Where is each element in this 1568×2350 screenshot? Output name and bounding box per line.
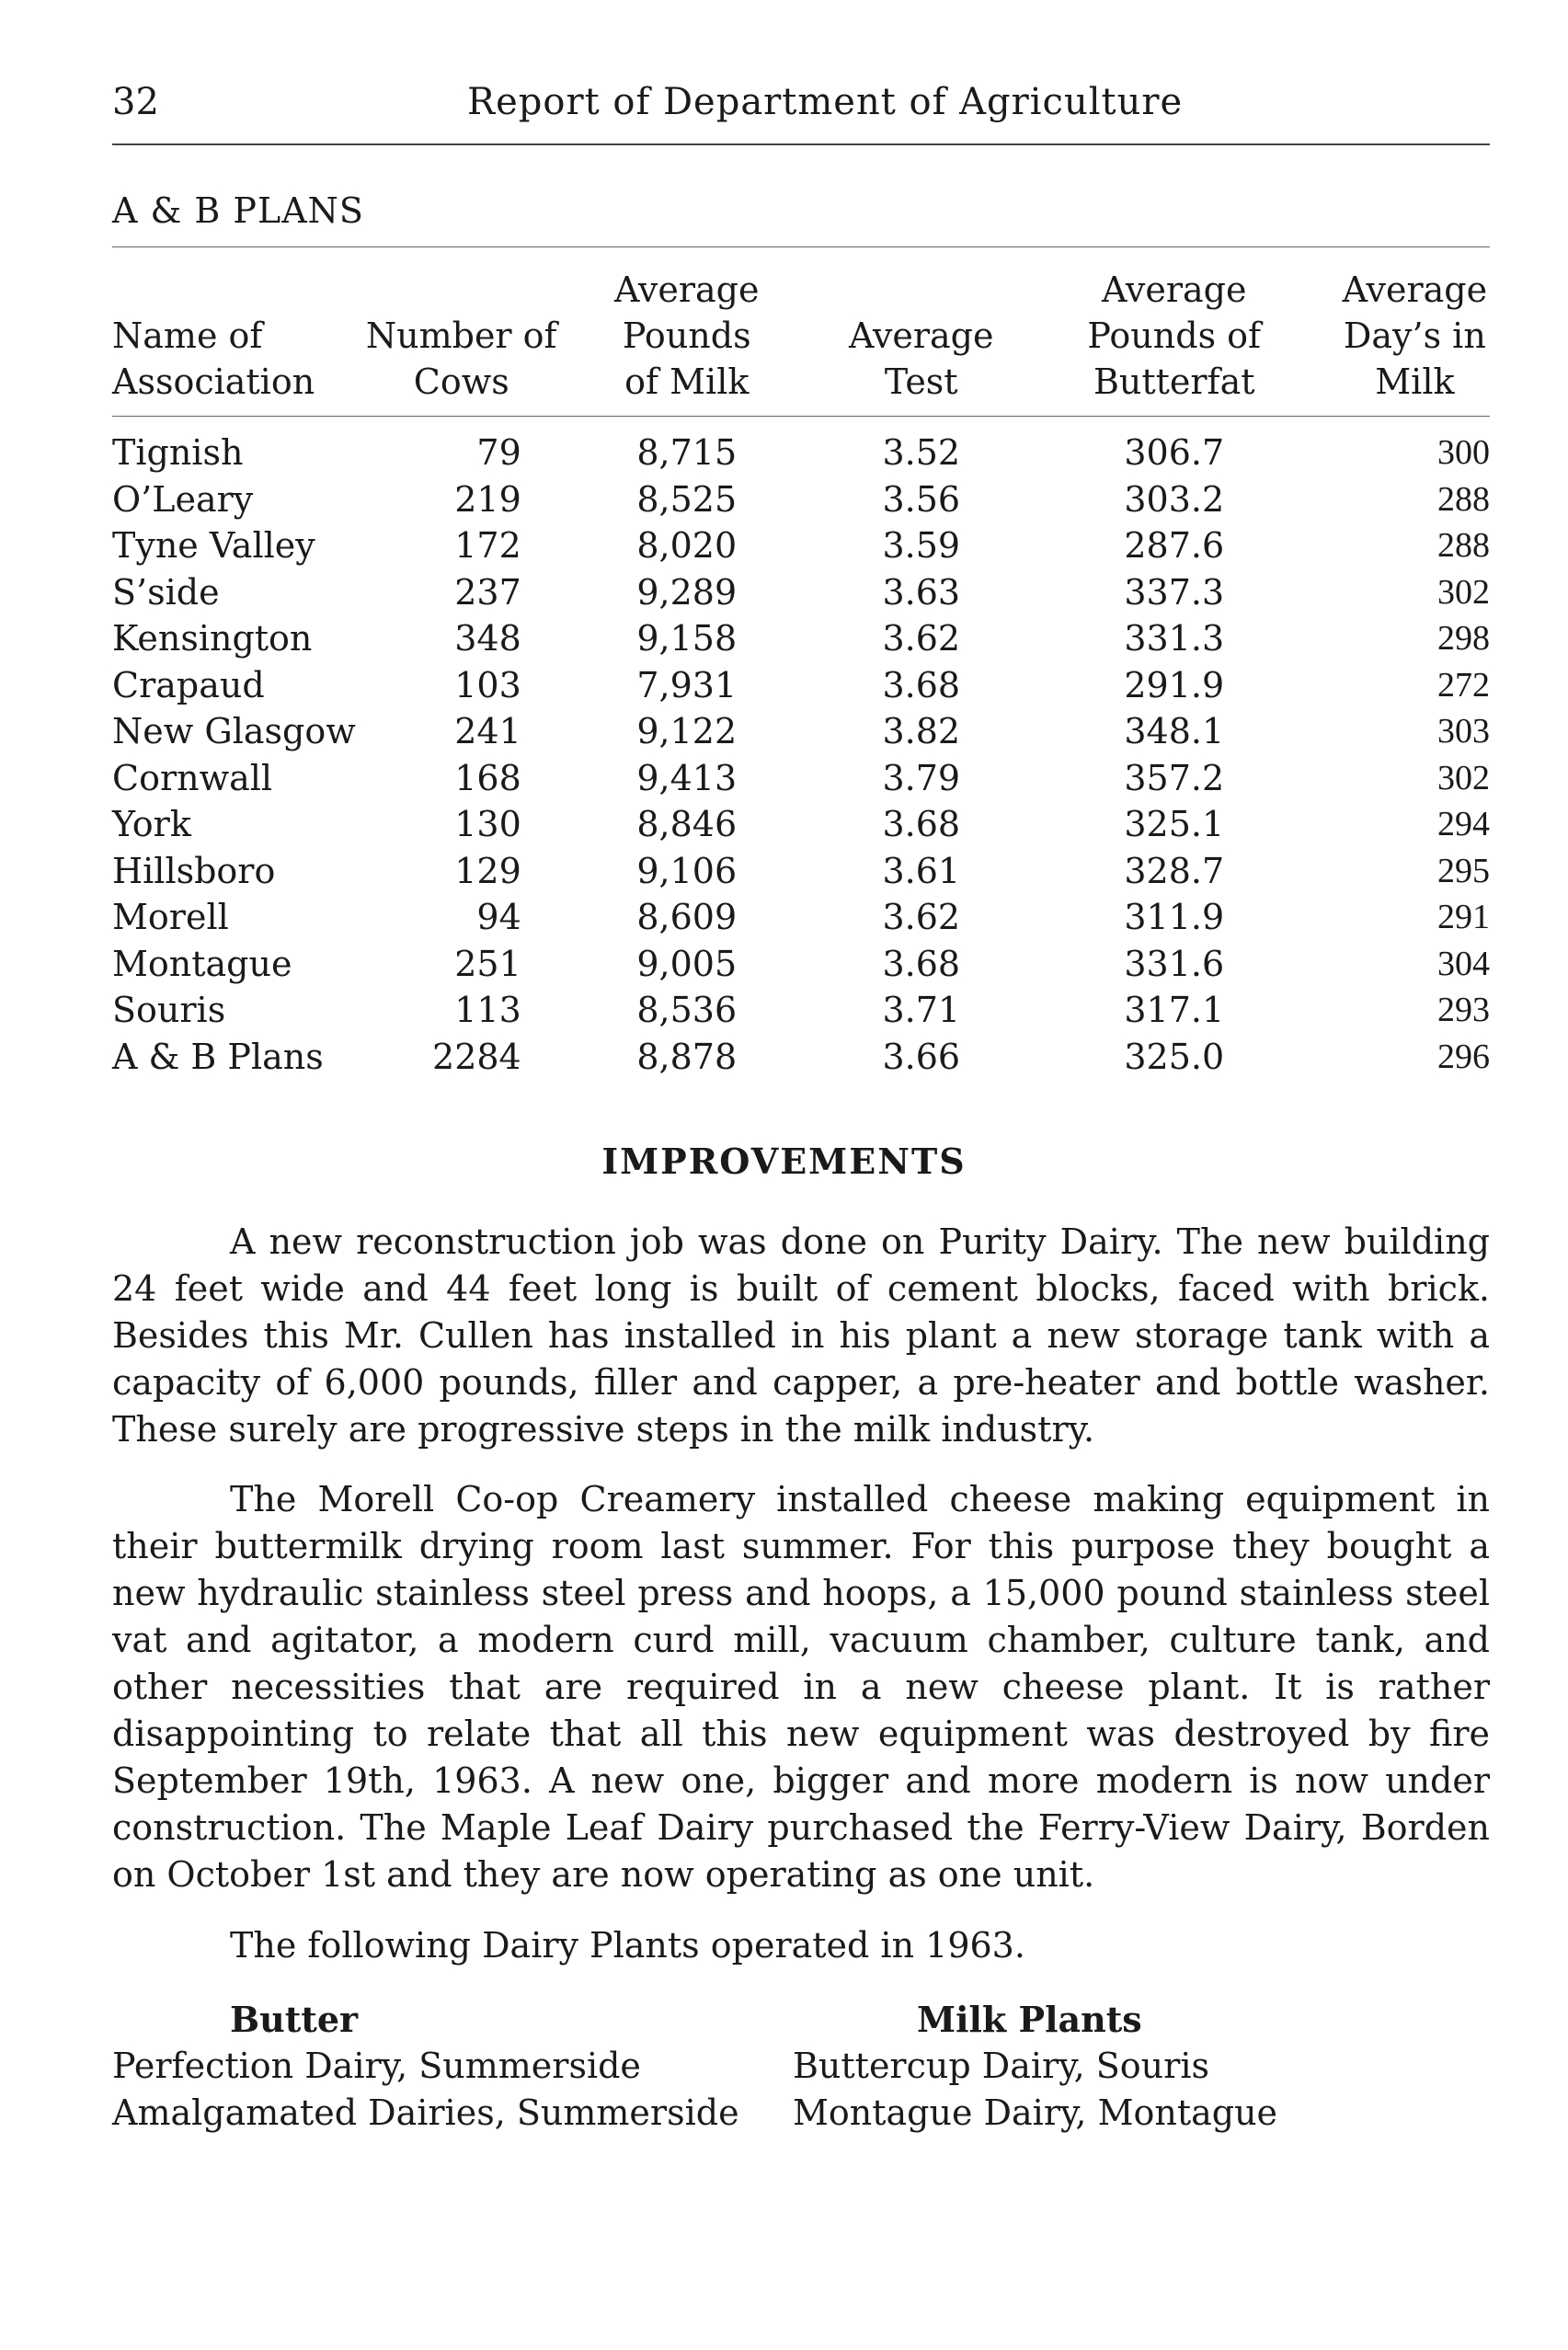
page-number: 32 — [112, 81, 159, 123]
list-item: Amalgamated Dairies, Summerside — [112, 2092, 739, 2133]
cell-butterfat: 311.9 — [1124, 897, 1225, 937]
cell-cows: 2284 — [432, 1036, 521, 1077]
paragraph-text: The following Dairy Plants operated in 1963. — [230, 1925, 1025, 1966]
table-row — [112, 801, 1490, 848]
table-row — [112, 417, 1490, 476]
milk-plants-heading: Milk Plants — [917, 1999, 1142, 2040]
cell-test: 3.62 — [882, 897, 961, 937]
header-pounds-line1: Average — [614, 269, 760, 310]
cell-days: 300 — [1437, 433, 1490, 472]
cell-test: 3.68 — [882, 943, 961, 984]
running-title: Report of Department of Agriculture — [467, 81, 1184, 123]
table-row — [112, 615, 1490, 662]
cell-days: 303 — [1437, 712, 1490, 751]
cell-cows: 79 — [476, 432, 521, 473]
table-header-row — [112, 267, 1490, 313]
table-row — [112, 476, 1490, 523]
table-row — [112, 569, 1490, 616]
header-butterfat-line1: Average — [1102, 269, 1247, 310]
cell-butterfat: 291.9 — [1124, 664, 1225, 705]
header-name-line2: Association — [112, 359, 356, 417]
cell-butterfat: 348.1 — [1124, 711, 1225, 751]
table-row — [112, 848, 1490, 895]
header-rule — [112, 143, 1490, 145]
cell-test: 3.56 — [882, 478, 961, 520]
cell-pounds-milk: 8,715 — [636, 432, 738, 473]
cell-cows: 172 — [454, 525, 521, 566]
paragraph-dairy-plants-intro — [112, 1922, 1490, 1969]
header-days-line1: Average — [1342, 269, 1488, 310]
cell-test: 3.68 — [882, 804, 961, 844]
improvements-heading: IMPROVEMENTS — [601, 1141, 967, 1182]
cell-pounds-milk: 9,289 — [636, 571, 738, 613]
header-pounds-line2: Pounds — [622, 315, 751, 356]
cell-association: Souris — [112, 990, 226, 1030]
cell-test: 3.68 — [882, 664, 961, 705]
cell-butterfat: 331.6 — [1124, 943, 1225, 984]
cell-association: Morell — [112, 897, 229, 937]
cell-butterfat: 325.1 — [1124, 804, 1225, 844]
cell-pounds-milk: 8,609 — [636, 897, 738, 937]
header-days-line2: Day’s in — [1343, 315, 1486, 356]
cell-cows: 348 — [454, 618, 521, 659]
cell-days: 293 — [1437, 991, 1490, 1029]
header-test-line2: Test — [807, 359, 1036, 417]
section-label: A & B PLANS — [112, 190, 364, 231]
cell-days: 294 — [1437, 805, 1490, 843]
cell-pounds-milk: 9,106 — [636, 850, 738, 891]
butter-heading: Butter — [230, 1999, 359, 2040]
paragraph-text: The Morell Co-op Creamery installed cheese making equipment in their buttermilk drying room last summer. For this purpose they bought a new hydraulic stainless steel press and hoops, a 15,000 pound stainless steel vat and agitator, a modern curd mill, vacuum chamber, culture tank, and other necessities that are required in a new cheese plant. It is rather disappointing to relate that all this new equipment was destroyed by fire September 19th, 1963. A new one, bigger and more modern is now under construction. The Maple Leaf Dairy purchased the Ferry-View Dairy, Borden on October 1st and they are now operating as one unit. — [112, 1479, 1490, 1895]
cell-days: 272 — [1437, 665, 1490, 705]
cell-butterfat: 317.1 — [1124, 990, 1225, 1030]
list-item: Buttercup Dairy, Souris — [793, 2046, 1209, 2086]
cell-association: O’Leary — [112, 478, 254, 520]
cell-test: 3.66 — [882, 1036, 961, 1077]
cell-association: Tignish — [112, 432, 244, 473]
cell-butterfat: 331.3 — [1124, 618, 1225, 659]
cell-test: 3.63 — [882, 571, 961, 613]
table-row — [112, 662, 1490, 709]
cell-association: Hillsboro — [112, 850, 276, 891]
cell-butterfat: 337.3 — [1124, 571, 1225, 613]
cell-cows: 237 — [454, 571, 521, 613]
header-name-line1: Name of — [112, 315, 263, 356]
table-body — [112, 417, 1490, 1081]
table-row — [112, 708, 1490, 755]
cell-days: 295 — [1437, 851, 1490, 890]
header-butterfat-line3: Butterfat — [1036, 359, 1312, 417]
cell-butterfat: 357.2 — [1124, 757, 1225, 798]
cell-cows: 130 — [454, 804, 521, 844]
paragraph-purity-dairy — [112, 1219, 1490, 1453]
cell-butterfat: 303.2 — [1124, 478, 1225, 520]
list-item: Perfection Dairy, Summerside — [112, 2046, 641, 2086]
association-table — [112, 267, 1490, 1080]
cell-test: 3.61 — [882, 850, 961, 891]
header-cows-line2: Cows — [356, 359, 567, 417]
cell-cows: 129 — [454, 850, 521, 891]
table-row — [112, 987, 1490, 1034]
cell-days: 291 — [1437, 898, 1490, 936]
cell-association: S’side — [112, 571, 220, 613]
milk-plants-column — [793, 1996, 1277, 2137]
cell-association: Tyne Valley — [112, 525, 315, 566]
table-row-total — [112, 1034, 1490, 1081]
cell-cows: 251 — [454, 943, 521, 984]
table-row — [112, 894, 1490, 941]
cell-cows: 113 — [454, 990, 521, 1030]
cell-days: 302 — [1437, 758, 1490, 797]
cell-pounds-milk: 9,158 — [636, 618, 738, 659]
butter-plants-column — [112, 1996, 739, 2137]
header-butterfat-line2: Pounds of — [1087, 315, 1262, 356]
cell-days: 296 — [1437, 1037, 1490, 1076]
section-rule — [112, 246, 1490, 247]
cell-association: A & B Plans — [112, 1036, 324, 1077]
cell-association: Crapaud — [112, 664, 265, 705]
cell-association: Montague — [112, 943, 292, 984]
cell-test: 3.62 — [882, 618, 961, 659]
cell-test: 3.59 — [882, 525, 961, 566]
header-pounds-line3: of Milk — [567, 359, 807, 417]
cell-butterfat: 306.7 — [1124, 432, 1225, 473]
cell-association: York — [112, 804, 191, 844]
cell-test: 3.71 — [882, 990, 961, 1030]
cell-butterfat: 328.7 — [1124, 850, 1225, 891]
cell-association: Cornwall — [112, 757, 273, 798]
table-header-row — [112, 313, 1490, 359]
cell-pounds-milk: 8,525 — [636, 478, 738, 520]
cell-days: 288 — [1437, 526, 1490, 565]
cell-pounds-milk: 9,122 — [636, 711, 738, 751]
cell-cows: 94 — [476, 897, 521, 937]
cell-days: 288 — [1437, 479, 1490, 519]
cell-butterfat: 287.6 — [1124, 525, 1225, 566]
header-test-line1: Average — [849, 315, 994, 356]
cell-pounds-milk: 8,846 — [636, 804, 738, 844]
cell-cows: 241 — [454, 711, 521, 751]
header-cows-line1: Number of — [365, 315, 557, 356]
cell-pounds-milk: 8,536 — [636, 990, 738, 1030]
table-row — [112, 755, 1490, 802]
cell-days: 304 — [1437, 944, 1490, 983]
cell-test: 3.82 — [882, 711, 961, 751]
table-row — [112, 941, 1490, 988]
cell-days: 298 — [1437, 619, 1490, 658]
table-row — [112, 522, 1490, 569]
cell-association: New Glasgow — [112, 711, 356, 751]
cell-test: 3.52 — [882, 432, 961, 473]
header-days-line3: Milk — [1312, 359, 1490, 417]
cell-test: 3.79 — [882, 757, 961, 798]
cell-pounds-milk: 9,413 — [636, 757, 738, 798]
cell-butterfat: 325.0 — [1124, 1036, 1225, 1077]
paragraph-text: A new reconstruction job was done on Purity Dairy. The new building 24 feet wide and 44 feet long is built of cement blocks, faced with brick. Besides this Mr. Cullen has installed in his plant a new storage tank with a capacity of 6,000 pounds, filler and capper, a pre-heater and bottle washer. These surely are progressive steps in the milk industry. — [112, 1221, 1490, 1450]
cell-cows: 219 — [454, 478, 521, 520]
list-item: Montague Dairy, Montague — [793, 2092, 1278, 2133]
cell-association: Kensington — [112, 618, 313, 659]
cell-cows: 168 — [454, 757, 521, 798]
cell-pounds-milk: 8,878 — [636, 1036, 738, 1077]
cell-pounds-milk: 9,005 — [636, 943, 738, 984]
cell-days: 302 — [1437, 572, 1490, 612]
running-head — [112, 81, 1491, 129]
cell-cows: 103 — [454, 664, 521, 705]
cell-pounds-milk: 8,020 — [636, 525, 738, 566]
paragraph-morell-creamery — [112, 1476, 1490, 1898]
cell-pounds-milk: 7,931 — [636, 664, 738, 705]
table-header-row — [112, 359, 1490, 417]
